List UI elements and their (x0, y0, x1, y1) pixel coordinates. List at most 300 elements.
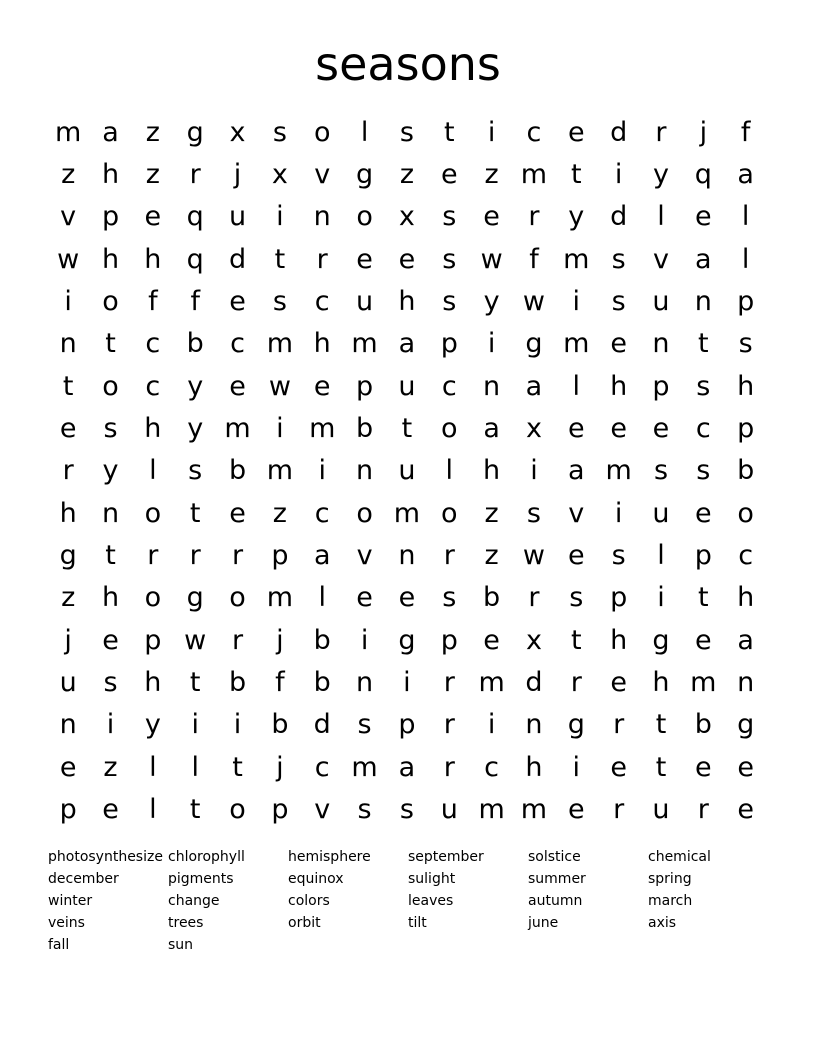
grid-letter[interactable]: l (149, 751, 157, 783)
grid-letter[interactable]: p (694, 540, 712, 572)
grid-letter[interactable]: o (102, 286, 119, 318)
grid-letter[interactable]: e (356, 582, 373, 614)
grid-letter[interactable]: e (567, 794, 585, 826)
grid-letter[interactable]: c (738, 540, 754, 572)
grid-letter[interactable]: i (572, 286, 581, 318)
grid-letter[interactable]: e (59, 413, 77, 445)
grid-letter[interactable]: y (652, 159, 669, 191)
grid-letter[interactable]: h (144, 243, 162, 275)
grid-letter[interactable]: o (144, 497, 162, 529)
grid-letter[interactable]: p (356, 370, 374, 402)
grid-letter[interactable]: q (694, 159, 712, 191)
grid-letter[interactable]: s (357, 794, 372, 826)
grid-letter[interactable]: s (357, 709, 372, 741)
grid-letter[interactable]: m (478, 667, 505, 699)
grid-letter[interactable]: i (657, 582, 665, 614)
grid-letter[interactable]: r (231, 540, 244, 572)
grid-letter[interactable]: g (652, 624, 670, 656)
grid-letter[interactable]: t (274, 243, 286, 275)
grid-letter[interactable]: h (610, 624, 628, 656)
grid-letter[interactable]: j (276, 751, 284, 783)
grid-letter[interactable]: h (144, 413, 162, 445)
word-list-item: summer (528, 871, 586, 887)
grid-letter[interactable]: g (186, 582, 204, 614)
grid-letter[interactable]: s (272, 116, 287, 148)
grid-letter[interactable]: h (101, 582, 120, 614)
grid-letter[interactable]: r (147, 540, 159, 572)
grid-letter[interactable]: m (266, 455, 294, 487)
grid-letter[interactable]: b (228, 455, 247, 487)
grid-letter[interactable]: r (316, 243, 328, 275)
grid-letter[interactable]: l (741, 243, 750, 275)
grid-letter[interactable]: b (313, 624, 331, 656)
grid-letter[interactable]: m (520, 794, 548, 826)
grid-letter[interactable]: m (605, 455, 632, 487)
grid-letter[interactable]: v (60, 201, 77, 233)
grid-letter[interactable]: o (441, 497, 458, 529)
grid-letter[interactable]: i (318, 455, 326, 487)
grid-letter[interactable]: h (483, 455, 501, 487)
grid-letter[interactable]: l (572, 370, 581, 402)
grid-letter[interactable]: z (103, 751, 118, 783)
grid-letter[interactable]: r (443, 751, 455, 783)
grid-letter[interactable]: x (271, 159, 288, 191)
grid-letter[interactable]: x (525, 624, 542, 656)
grid-letter[interactable]: h (59, 497, 77, 529)
word-list-item: june (528, 915, 559, 931)
grid-letter[interactable]: s (103, 413, 118, 445)
grid-letter[interactable]: g (525, 328, 543, 360)
grid-letter[interactable]: s (696, 455, 711, 487)
grid-letter[interactable]: e (610, 751, 627, 783)
grid-letter[interactable]: i (487, 709, 496, 741)
grid-letter[interactable]: e (144, 201, 162, 233)
grid-letter[interactable]: e (102, 794, 119, 826)
grid-letter[interactable]: r (697, 794, 709, 826)
grid-letter[interactable]: z (145, 159, 160, 191)
grid-letter[interactable]: s (526, 497, 541, 529)
grid-letter[interactable]: y (187, 370, 204, 402)
word-list-item: axis (648, 915, 677, 931)
grid-letter[interactable]: b (694, 709, 712, 741)
grid-letter[interactable]: p (440, 328, 458, 360)
grid-letter[interactable]: c (441, 370, 457, 402)
grid-letter[interactable]: y (483, 286, 500, 318)
grid-letter[interactable]: i (191, 709, 199, 741)
grid-letter[interactable]: n (356, 667, 374, 699)
grid-letter[interactable]: n (356, 455, 374, 487)
word-list-item: orbit (288, 915, 321, 931)
grid-letter[interactable]: i (64, 286, 72, 318)
word-list-item: december (48, 871, 119, 887)
grid-letter[interactable]: s (611, 243, 626, 275)
grid-letter[interactable]: n (483, 370, 501, 402)
grid-letter[interactable]: y (568, 201, 585, 233)
grid-letter[interactable]: l (149, 455, 157, 487)
grid-letter[interactable]: r (570, 667, 582, 699)
grid-letter[interactable]: g (737, 709, 755, 741)
grid-letter[interactable]: s (442, 582, 457, 614)
grid-letter[interactable]: s (611, 286, 626, 318)
grid-letter[interactable]: h (313, 328, 331, 360)
grid-letter[interactable]: i (487, 116, 496, 148)
word-list-item: solstice (528, 849, 581, 865)
grid-letter[interactable]: c (526, 116, 542, 148)
grid-letter[interactable]: i (614, 159, 623, 191)
grid-letter[interactable]: n (694, 286, 712, 318)
grid-letter[interactable]: b (271, 709, 289, 741)
grid-letter[interactable]: f (529, 243, 539, 275)
grid-letter[interactable]: a (102, 116, 119, 148)
grid-letter[interactable]: a (737, 159, 754, 191)
grid-letter[interactable]: t (189, 497, 201, 529)
grid-letter[interactable]: h (101, 243, 120, 275)
grid-letter[interactable]: d (525, 667, 543, 699)
grid-letter[interactable]: g (59, 540, 77, 572)
grid-letter[interactable]: n (652, 328, 670, 360)
grid-letter[interactable]: h (398, 286, 416, 318)
grid-letter[interactable]: r (613, 794, 625, 826)
grid-letter[interactable]: f (740, 116, 751, 148)
grid-letter[interactable]: b (737, 455, 755, 487)
grid-letter[interactable]: l (318, 582, 326, 614)
grid-letter[interactable]: o (313, 116, 331, 148)
grid-letter[interactable]: e (567, 540, 585, 572)
grid-letter[interactable]: w (522, 540, 545, 572)
grid-letter[interactable]: g (356, 159, 374, 191)
grid-letter[interactable]: p (271, 540, 289, 572)
grid-letter[interactable]: o (737, 497, 754, 529)
grid-letter[interactable]: o (356, 497, 373, 529)
grid-letter[interactable]: s (738, 328, 753, 360)
word-list-item: change (168, 893, 220, 909)
grid-letter[interactable]: w (57, 243, 80, 275)
grid-letter[interactable]: l (741, 201, 750, 233)
grid-letter[interactable]: i (276, 413, 284, 445)
grid-letter[interactable]: h (144, 667, 162, 699)
grid-letter[interactable]: e (737, 751, 754, 783)
grid-letter[interactable]: t (105, 540, 116, 572)
grid-letter[interactable]: e (102, 624, 119, 656)
grid-letter[interactable]: u (59, 667, 77, 699)
word-list-item: equinox (288, 871, 344, 887)
grid-letter[interactable]: e (59, 751, 77, 783)
grid-letter[interactable]: r (189, 540, 201, 572)
grid-letter[interactable]: e (695, 201, 712, 233)
grid-letter[interactable]: p (271, 794, 289, 826)
grid-letter[interactable]: n (59, 709, 77, 741)
grid-letter[interactable]: e (229, 286, 246, 318)
grid-letter[interactable]: t (189, 667, 201, 699)
grid-letter[interactable]: v (652, 243, 669, 275)
grid-letter[interactable]: m (563, 328, 590, 360)
grid-letter[interactable]: s (103, 667, 118, 699)
grid-letter[interactable]: z (61, 582, 76, 614)
grid-letter[interactable]: s (611, 540, 626, 572)
grid-letter[interactable]: s (696, 370, 711, 402)
grid-letter[interactable]: u (652, 794, 670, 826)
grid-letter[interactable]: b (228, 667, 247, 699)
grid-letter[interactable]: i (403, 667, 411, 699)
grid-letter[interactable]: t (698, 582, 709, 614)
grid-letter[interactable]: m (351, 751, 378, 783)
grid-letter[interactable]: t (698, 328, 709, 360)
grid-letter[interactable]: o (441, 413, 458, 445)
grid-letter[interactable]: r (189, 159, 201, 191)
grid-letter[interactable]: r (231, 624, 244, 656)
grid-letter[interactable]: h (652, 667, 670, 699)
grid-letter[interactable]: i (487, 328, 496, 360)
grid-letter[interactable]: e (398, 243, 416, 275)
grid-letter[interactable]: d (313, 709, 331, 741)
grid-letter[interactable]: m (55, 116, 82, 148)
grid-letter[interactable]: h (737, 582, 755, 614)
grid-letter[interactable]: s (442, 201, 457, 233)
grid-letter[interactable]: p (440, 624, 458, 656)
grid-letter[interactable]: p (737, 413, 755, 445)
grid-letter[interactable]: e (398, 582, 416, 614)
grid-letter[interactable]: r (62, 455, 74, 487)
grid-letter[interactable]: u (356, 286, 374, 318)
grid-letter[interactable]: r (443, 709, 455, 741)
grid-letter[interactable]: j (233, 159, 242, 191)
grid-letter[interactable]: l (445, 455, 454, 487)
grid-letter[interactable]: m (266, 328, 294, 360)
grid-letter[interactable]: j (699, 116, 708, 148)
grid-letter[interactable]: x (229, 116, 246, 148)
grid-letter[interactable]: b (483, 582, 501, 614)
grid-letter[interactable]: p (101, 201, 120, 233)
grid-letter[interactable]: a (568, 455, 585, 487)
grid-letter[interactable]: i (530, 455, 538, 487)
grid-letter[interactable]: m (520, 159, 548, 191)
grid-letter[interactable]: v (356, 540, 373, 572)
grid-letter[interactable]: r (443, 667, 455, 699)
grid-letter[interactable]: i (233, 709, 242, 741)
grid-letter[interactable]: o (356, 201, 373, 233)
grid-letter[interactable]: e (567, 116, 585, 148)
grid-letter[interactable]: m (266, 582, 294, 614)
grid-letter[interactable]: s (272, 286, 287, 318)
grid-letter[interactable]: n (737, 667, 755, 699)
grid-letter[interactable]: s (399, 116, 414, 148)
grid-letter[interactable]: g (186, 116, 204, 148)
grid-letter[interactable]: y (187, 413, 204, 445)
grid-letter[interactable]: d (610, 201, 628, 233)
grid-letter[interactable]: p (610, 582, 628, 614)
grid-letter[interactable]: j (276, 624, 284, 656)
grid-letter[interactable]: p (59, 794, 77, 826)
grid-letter[interactable]: q (186, 201, 204, 233)
grid-letter[interactable]: t (105, 328, 116, 360)
grid-letter[interactable]: p (398, 709, 416, 741)
grid-letter[interactable]: h (737, 370, 755, 402)
grid-letter[interactable]: n (313, 201, 331, 233)
grid-letter[interactable]: l (657, 201, 665, 233)
grid-letter[interactable]: c (145, 328, 161, 360)
grid-letter[interactable]: p (652, 370, 670, 402)
grid-letter[interactable]: l (360, 116, 369, 148)
grid-letter[interactable]: e (695, 624, 712, 656)
grid-letter[interactable]: j (64, 624, 72, 656)
grid-letter[interactable]: b (313, 667, 331, 699)
grid-letter[interactable]: h (525, 751, 543, 783)
grid-letter[interactable]: e (695, 497, 712, 529)
grid-letter[interactable]: h (610, 370, 628, 402)
grid-letter[interactable]: e (483, 201, 500, 233)
grid-letter[interactable]: o (229, 582, 246, 614)
grid-letter[interactable]: l (191, 751, 199, 783)
word-list-item: autumn (528, 893, 583, 909)
grid-letter[interactable]: z (484, 540, 499, 572)
grid-letter[interactable]: u (398, 455, 416, 487)
grid-letter[interactable]: b (186, 328, 204, 360)
grid-letter[interactable]: u (228, 201, 247, 233)
grid-letter[interactable]: t (655, 751, 667, 783)
grid-letter[interactable]: z (145, 116, 160, 148)
grid-letter[interactable]: e (483, 624, 500, 656)
grid-letter[interactable]: h (101, 159, 120, 191)
grid-letter[interactable]: i (614, 497, 623, 529)
grid-letter[interactable]: z (484, 497, 499, 529)
grid-letter[interactable]: x (525, 413, 542, 445)
grid-letter[interactable]: n (398, 540, 416, 572)
grid-letter[interactable]: y (102, 455, 119, 487)
grid-letter[interactable]: t (571, 159, 582, 191)
grid-letter[interactable]: m (351, 328, 378, 360)
grid-letter[interactable]: a (737, 624, 754, 656)
grid-letter[interactable]: u (398, 370, 416, 402)
grid-letter[interactable]: w (184, 624, 207, 656)
grid-letter[interactable]: n (59, 328, 77, 360)
grid-letter[interactable]: m (224, 413, 251, 445)
grid-letter[interactable]: c (314, 286, 330, 318)
grid-letter[interactable]: i (572, 751, 581, 783)
grid-letter[interactable]: c (145, 370, 161, 402)
grid-letter[interactable]: g (567, 709, 585, 741)
grid-letter[interactable]: c (314, 497, 330, 529)
grid-letter[interactable]: n (101, 497, 120, 529)
grid-letter[interactable]: r (613, 709, 625, 741)
grid-letter[interactable]: o (144, 582, 162, 614)
grid-letter[interactable]: f (190, 286, 200, 318)
grid-letter[interactable]: r (528, 201, 540, 233)
grid-letter[interactable]: z (399, 159, 415, 191)
grid-letter[interactable]: e (610, 328, 627, 360)
grid-letter[interactable]: c (484, 751, 500, 783)
grid-letter[interactable]: v (314, 794, 331, 826)
grid-letter[interactable]: y (144, 709, 161, 741)
grid-letter[interactable]: d (610, 116, 628, 148)
grid-letter[interactable]: t (401, 413, 413, 445)
grid-letter[interactable]: i (276, 201, 284, 233)
grid-letter[interactable]: s (188, 455, 203, 487)
grid-letter[interactable]: s (442, 243, 457, 275)
grid-letter[interactable]: r (655, 116, 667, 148)
grid-letter[interactable]: x (398, 201, 415, 233)
grid-letter[interactable]: i (106, 709, 115, 741)
grid-letter[interactable]: s (653, 455, 669, 487)
grid-letter[interactable]: w (480, 243, 503, 275)
grid-letter[interactable]: m (478, 794, 505, 826)
grid-letter[interactable]: e (652, 413, 670, 445)
grid-letter[interactable]: t (655, 709, 667, 741)
letter-grid[interactable] (47, 111, 767, 831)
grid-letter[interactable]: e (737, 794, 754, 826)
grid-letter[interactable]: p (737, 286, 755, 318)
grid-letter[interactable]: g (398, 624, 416, 656)
grid-letter[interactable]: t (232, 751, 243, 783)
grid-letter[interactable]: e (610, 667, 627, 699)
grid-letter[interactable]: e (567, 413, 585, 445)
grid-letter[interactable]: e (356, 243, 373, 275)
grid-letter[interactable]: m (563, 243, 590, 275)
grid-letter[interactable]: a (525, 370, 543, 402)
grid-letter[interactable]: t (571, 624, 582, 656)
grid-letter[interactable]: z (484, 159, 499, 191)
grid-letter[interactable]: w (522, 286, 545, 318)
grid-letter[interactable]: z (61, 159, 76, 191)
grid-letter[interactable]: t (189, 794, 201, 826)
grid-letter[interactable]: f (148, 286, 158, 318)
grid-letter[interactable]: q (186, 243, 204, 275)
grid-letter[interactable]: t (62, 370, 74, 402)
grid-letter[interactable]: z (272, 497, 287, 529)
grid-letter[interactable]: f (275, 667, 285, 699)
grid-letter[interactable]: n (525, 709, 543, 741)
grid-letter[interactable]: e (229, 497, 246, 529)
grid-letter[interactable]: a (398, 328, 416, 360)
grid-letter[interactable]: m (690, 667, 717, 699)
grid-letter[interactable]: d (228, 243, 247, 275)
grid-letter[interactable]: w (268, 370, 291, 402)
grid-letter[interactable]: m (309, 413, 336, 445)
grid-letter[interactable]: r (443, 540, 455, 572)
grid-letter[interactable]: c (314, 751, 330, 783)
grid-letter[interactable]: r (528, 582, 540, 614)
grid-letter[interactable]: o (102, 370, 119, 402)
grid-letter[interactable]: a (313, 540, 331, 572)
grid-letter[interactable]: v (568, 497, 585, 529)
grid-letter[interactable]: v (314, 159, 331, 191)
grid-letter[interactable]: s (442, 286, 457, 318)
grid-letter[interactable]: p (144, 624, 162, 656)
grid-letter[interactable]: e (695, 751, 712, 783)
grid-letter[interactable]: u (652, 286, 670, 318)
grid-letter[interactable]: s (569, 582, 584, 614)
grid-letter[interactable]: a (398, 751, 416, 783)
grid-letter[interactable]: o (229, 794, 246, 826)
word-list-item: chlorophyll (168, 849, 245, 865)
grid-letter[interactable]: b (356, 413, 374, 445)
grid-letter[interactable]: e (229, 370, 246, 402)
grid-letter[interactable]: e (313, 370, 331, 402)
grid-letter[interactable]: c (695, 413, 711, 445)
grid-letter[interactable]: e (440, 159, 458, 191)
grid-letter[interactable]: u (652, 497, 670, 529)
grid-letter[interactable]: i (360, 624, 369, 656)
grid-letter[interactable]: l (149, 794, 157, 826)
grid-letter[interactable]: t (443, 116, 455, 148)
grid-letter[interactable]: l (657, 540, 665, 572)
grid-letter[interactable]: e (610, 413, 627, 445)
grid-letter[interactable]: c (230, 328, 245, 360)
grid-letter[interactable]: s (399, 794, 414, 826)
grid-letter[interactable]: u (440, 794, 458, 826)
grid-letter[interactable]: a (483, 413, 500, 445)
grid-letter[interactable]: m (393, 497, 421, 529)
grid-letter[interactable]: a (695, 243, 712, 275)
